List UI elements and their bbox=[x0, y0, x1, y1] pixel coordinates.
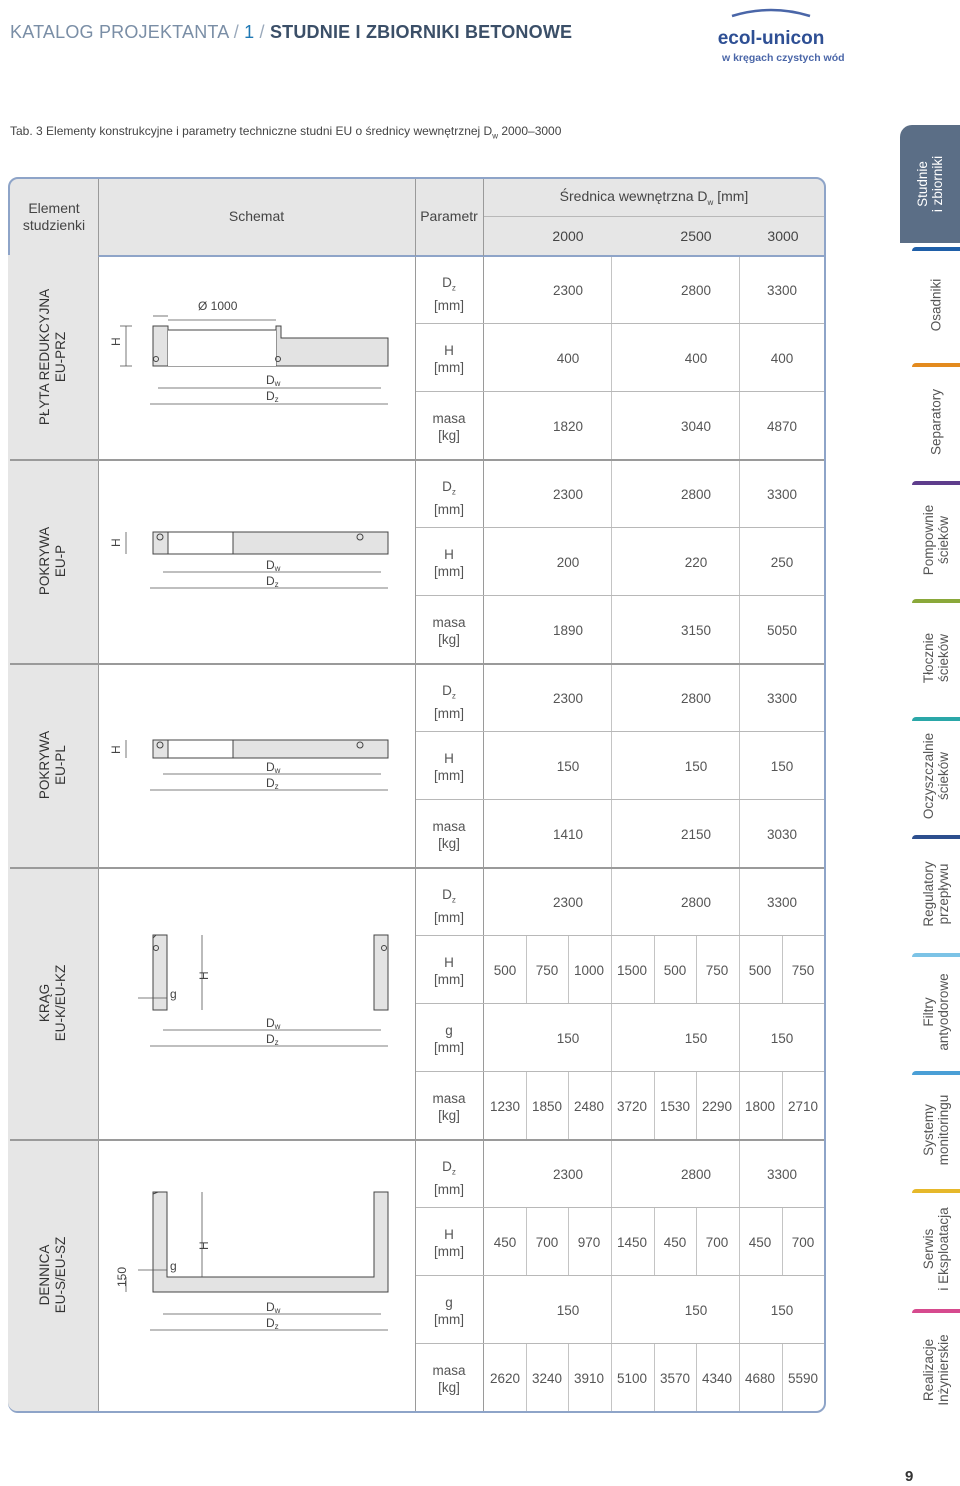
schema-k-dz: Dz bbox=[266, 1032, 279, 1047]
header-sep1: / bbox=[233, 22, 239, 42]
tab-studnie[interactable] bbox=[900, 125, 960, 243]
element-prz-name: PŁYTA REDUKCYJNA bbox=[37, 288, 52, 426]
value-cell: 3040 bbox=[680, 419, 712, 434]
value-cell: 150 bbox=[770, 759, 794, 774]
element-p bbox=[37, 527, 69, 595]
param-unit: [mm] bbox=[434, 1040, 464, 1055]
value-cell: 2480 bbox=[573, 1099, 605, 1114]
tab-label: Realizacje bbox=[921, 1338, 936, 1401]
value-cell: 2300 bbox=[552, 487, 584, 502]
schema-prz bbox=[98, 258, 415, 458]
value-cell: 1890 bbox=[552, 623, 584, 638]
value-cell: 750 bbox=[705, 963, 729, 978]
header-d3000: 3000 bbox=[767, 228, 799, 244]
tab-label-2: i Eksploatacja bbox=[936, 1207, 951, 1291]
value-cell: 150 bbox=[684, 1303, 708, 1318]
value-cell: 250 bbox=[770, 555, 794, 570]
schema-dz-sub: z bbox=[274, 782, 279, 791]
value-cell: 150 bbox=[556, 1303, 580, 1318]
header-element bbox=[10, 200, 98, 234]
param-dz-main: D bbox=[442, 479, 452, 494]
param-dz bbox=[415, 478, 483, 518]
param-unit: [kg] bbox=[438, 1380, 460, 1395]
tab-oczyszczalnie[interactable] bbox=[912, 717, 960, 835]
param-unit: [kg] bbox=[438, 1108, 460, 1123]
header-sep2: / bbox=[259, 22, 265, 42]
value-cell: 2300 bbox=[552, 1167, 584, 1182]
tab-label-2: ścieków bbox=[936, 634, 951, 683]
param-unit: [mm] bbox=[434, 297, 464, 313]
param-unit: [mm] bbox=[434, 360, 464, 375]
element-p-code: EU-P bbox=[53, 544, 68, 578]
value-cell: 3030 bbox=[766, 827, 798, 842]
tab-label: Tłocznie bbox=[921, 632, 936, 684]
page-number: 9 bbox=[905, 1468, 914, 1485]
value-cell: 3910 bbox=[573, 1371, 605, 1386]
value-cell: 1450 bbox=[616, 1235, 648, 1250]
schema-k bbox=[98, 870, 415, 1138]
param-masa bbox=[415, 1090, 483, 1124]
param-masa bbox=[415, 818, 483, 852]
param-masa-label: masa bbox=[432, 615, 466, 630]
value-cell: 450 bbox=[493, 1235, 517, 1250]
param-unit: [mm] bbox=[434, 705, 464, 721]
schema-dw-sub: w bbox=[274, 766, 281, 775]
param-g bbox=[415, 1294, 483, 1328]
schema-dw-sub: w bbox=[274, 379, 281, 388]
element-pl bbox=[37, 731, 69, 799]
param-dz-main: D bbox=[442, 1159, 452, 1174]
catalog-header bbox=[10, 22, 572, 43]
tab-label: Pompownie bbox=[921, 504, 936, 576]
value-cell: 400 bbox=[556, 351, 580, 366]
value-cell: 2300 bbox=[552, 691, 584, 706]
header-d2500: 2500 bbox=[680, 228, 712, 244]
param-unit: [kg] bbox=[438, 836, 460, 851]
schema-pl bbox=[98, 666, 415, 866]
value-cell: 500 bbox=[663, 963, 687, 978]
value-cell: 150 bbox=[556, 759, 580, 774]
tab-realizacje[interactable] bbox=[912, 1309, 960, 1430]
value-cell: 1500 bbox=[616, 963, 648, 978]
schema-s-dz: Dz bbox=[266, 1316, 279, 1331]
element-pl-name: POKRYWA bbox=[37, 730, 52, 800]
schema-prz-phi: Ø 1000 bbox=[198, 299, 238, 313]
schema-dz-sub: z bbox=[274, 395, 279, 404]
value-cell: 750 bbox=[535, 963, 559, 978]
param-masa bbox=[415, 614, 483, 648]
logo-tagline: w kręgach czystych wód bbox=[722, 52, 845, 64]
tab-label: Studnie bbox=[915, 161, 930, 207]
tab-label-2: przepływu bbox=[936, 863, 951, 925]
schema-dw-sub: w bbox=[274, 1306, 281, 1315]
table-caption bbox=[10, 124, 561, 140]
value-cell: 4870 bbox=[766, 419, 798, 434]
schema-prz-h: H bbox=[109, 337, 123, 346]
caption-sub: w bbox=[492, 131, 498, 141]
tab-tlocznie[interactable] bbox=[912, 599, 960, 717]
value-cell: 2800 bbox=[680, 895, 712, 910]
value-cell: 150 bbox=[684, 1031, 708, 1046]
value-cell: 1410 bbox=[552, 827, 584, 842]
value-cell: 4680 bbox=[744, 1371, 776, 1386]
schema-k-h: H bbox=[197, 971, 211, 980]
section-tabs bbox=[897, 125, 960, 1430]
value-cell: 700 bbox=[705, 1235, 729, 1250]
value-cell: 2800 bbox=[680, 691, 712, 706]
param-dz bbox=[415, 886, 483, 926]
schema-k-g: g bbox=[170, 987, 177, 1001]
tab-label-2: ścieków bbox=[936, 515, 951, 565]
param-masa-label: masa bbox=[432, 819, 466, 834]
value-cell: 3300 bbox=[766, 895, 798, 910]
param-unit: [kg] bbox=[438, 428, 460, 443]
caption-prefix: Tab. 3 Elementy konstrukcyjne i parametry techniczne studni EU o średnicy wewnętrznej D bbox=[10, 124, 493, 138]
value-cell: 2800 bbox=[680, 283, 712, 298]
param-h-label: H bbox=[444, 343, 454, 358]
value-cell: 1850 bbox=[531, 1099, 563, 1114]
param-unit: [mm] bbox=[434, 768, 464, 783]
value-cell: 1000 bbox=[573, 963, 605, 978]
header-d2000: 2000 bbox=[552, 228, 584, 244]
tab-label: Serwis bbox=[921, 1228, 936, 1270]
value-cell: 2300 bbox=[552, 283, 584, 298]
tab-serwis[interactable] bbox=[912, 1189, 960, 1309]
tab-label: Systemy bbox=[921, 1104, 936, 1156]
value-cell: 5100 bbox=[616, 1371, 648, 1386]
tab-label-2: i zbiorniki bbox=[930, 155, 945, 213]
schema-s bbox=[98, 1142, 415, 1410]
param-h-label: H bbox=[444, 547, 454, 562]
header-parametr: Parametr bbox=[420, 208, 478, 224]
schema-s-dw: Dw bbox=[266, 1300, 281, 1315]
value-cell: 3300 bbox=[766, 1167, 798, 1182]
value-cell: 220 bbox=[684, 555, 708, 570]
value-cell: 3300 bbox=[766, 487, 798, 502]
value-cell: 3240 bbox=[531, 1371, 563, 1386]
element-prz bbox=[37, 289, 69, 425]
value-cell: 500 bbox=[748, 963, 772, 978]
value-cell: 700 bbox=[791, 1235, 815, 1250]
tab-pompownie[interactable] bbox=[912, 481, 960, 599]
value-cell: 2710 bbox=[787, 1099, 819, 1114]
value-cell: 2290 bbox=[701, 1099, 733, 1114]
tab-separatory[interactable] bbox=[912, 363, 960, 481]
header-part1: KATALOG PROJEKTANTA bbox=[10, 22, 229, 42]
param-unit: [mm] bbox=[434, 564, 464, 579]
param-g-label: g bbox=[445, 1023, 453, 1038]
tab-regulatory[interactable] bbox=[912, 835, 960, 953]
param-dz bbox=[415, 274, 483, 314]
param-unit: [mm] bbox=[434, 1181, 464, 1197]
value-cell: 150 bbox=[770, 1031, 794, 1046]
param-dz-main: D bbox=[442, 275, 452, 290]
element-s-code: EU-S/EU-SZ bbox=[53, 1236, 68, 1314]
value-cell: 1800 bbox=[744, 1099, 776, 1114]
tab-label-2: antyodorowe bbox=[936, 973, 951, 1051]
value-cell: 3720 bbox=[616, 1099, 648, 1114]
header-diameter-suffix: [mm] bbox=[713, 188, 749, 204]
header-diameter bbox=[484, 188, 824, 211]
value-cell: 5050 bbox=[766, 623, 798, 638]
caption-suffix: 2000–3000 bbox=[498, 124, 562, 138]
value-cell: 2150 bbox=[680, 827, 712, 842]
param-masa-label: masa bbox=[432, 1091, 466, 1106]
value-cell: 150 bbox=[556, 1031, 580, 1046]
header-diameter-prefix: Średnica wewnętrzna D bbox=[559, 188, 708, 204]
element-p-name: POKRYWA bbox=[37, 526, 52, 596]
param-unit: [mm] bbox=[434, 972, 464, 987]
value-cell: 700 bbox=[535, 1235, 559, 1250]
schema-dw-sub: w bbox=[274, 564, 281, 573]
param-dz-sub: z bbox=[451, 895, 456, 905]
param-unit: [mm] bbox=[434, 909, 464, 925]
param-unit: [kg] bbox=[438, 632, 460, 647]
tab-label: Oczyszczalnie bbox=[921, 732, 936, 820]
tab-label-2: ścieków bbox=[936, 752, 951, 801]
value-cell: 3300 bbox=[766, 283, 798, 298]
param-dz-sub: z bbox=[451, 283, 456, 293]
element-s-name: DENNICA bbox=[37, 1244, 52, 1306]
param-h bbox=[415, 954, 483, 988]
schema-s-g: g bbox=[170, 1259, 177, 1273]
param-masa bbox=[415, 410, 483, 444]
param-g bbox=[415, 1022, 483, 1056]
value-cell: 150 bbox=[770, 1303, 794, 1318]
param-unit: [mm] bbox=[434, 1312, 464, 1327]
tab-osadniki[interactable] bbox=[912, 247, 960, 363]
param-h bbox=[415, 342, 483, 376]
param-dz-main: D bbox=[442, 887, 452, 902]
value-cell: 450 bbox=[748, 1235, 772, 1250]
value-cell: 1530 bbox=[659, 1099, 691, 1114]
schema-pl-dz: Dz bbox=[266, 776, 279, 791]
value-cell: 970 bbox=[577, 1235, 601, 1250]
param-dz-sub: z bbox=[451, 691, 456, 701]
logo-text: ecol-unicon bbox=[717, 28, 825, 49]
param-h-label: H bbox=[444, 955, 454, 970]
header-element-line2: studzienki bbox=[22, 217, 86, 233]
param-g-label: g bbox=[445, 1295, 453, 1310]
value-cell: 5590 bbox=[787, 1371, 819, 1386]
value-cell: 500 bbox=[493, 963, 517, 978]
value-cell: 450 bbox=[663, 1235, 687, 1250]
header-element-line1: Element bbox=[28, 200, 80, 216]
tab-label: Separatory bbox=[928, 388, 944, 456]
header-num: 1 bbox=[244, 22, 255, 42]
param-masa-label: masa bbox=[432, 411, 466, 426]
schema-dz-sub: z bbox=[274, 1038, 279, 1047]
tab-filtry[interactable] bbox=[912, 953, 960, 1071]
param-dz bbox=[415, 682, 483, 722]
value-cell: 200 bbox=[556, 555, 580, 570]
tab-label: Filtry bbox=[921, 997, 936, 1027]
schema-k-dw: Dw bbox=[266, 1016, 281, 1031]
param-dz bbox=[415, 1158, 483, 1198]
tab-label-2: monitoringu bbox=[936, 1094, 951, 1166]
schema-pl-h: H bbox=[109, 745, 123, 754]
param-masa bbox=[415, 1362, 483, 1396]
element-pl-code: EU-PL bbox=[53, 745, 68, 785]
param-unit: [mm] bbox=[434, 501, 464, 517]
value-cell: 400 bbox=[684, 351, 708, 366]
element-prz-code: EU-PRZ bbox=[53, 331, 68, 383]
schema-dz-sub: z bbox=[274, 580, 279, 589]
param-h-label: H bbox=[444, 1227, 454, 1242]
param-dz-sub: z bbox=[451, 487, 456, 497]
value-cell: 3300 bbox=[766, 691, 798, 706]
value-cell: 1230 bbox=[489, 1099, 521, 1114]
schema-pl-dw: Dw bbox=[266, 760, 281, 775]
element-k-name: KRĄG bbox=[37, 983, 52, 1023]
value-cell: 2620 bbox=[489, 1371, 521, 1386]
value-cell: 2300 bbox=[552, 895, 584, 910]
param-h bbox=[415, 750, 483, 784]
schema-prz-dz: Dz bbox=[266, 389, 279, 404]
value-cell: 2800 bbox=[680, 1167, 712, 1182]
param-unit: [mm] bbox=[434, 1244, 464, 1259]
value-cell: 2800 bbox=[680, 487, 712, 502]
tab-label: Regulatory bbox=[921, 861, 936, 927]
param-h bbox=[415, 546, 483, 580]
schema-p-dw: Dw bbox=[266, 558, 281, 573]
schema-s-150: 150 bbox=[115, 1266, 129, 1287]
header-part2: STUDNIE I ZBIORNIKI BETONOWE bbox=[269, 22, 573, 42]
value-cell: 750 bbox=[791, 963, 815, 978]
value-cell: 400 bbox=[770, 351, 794, 366]
schema-s-h: H bbox=[197, 1241, 211, 1250]
param-dz-sub: z bbox=[451, 1167, 456, 1177]
param-h-label: H bbox=[444, 751, 454, 766]
value-cell: 4340 bbox=[701, 1371, 733, 1386]
value-cell: 1820 bbox=[552, 419, 584, 434]
schema-dz-sub: z bbox=[274, 1322, 279, 1331]
tab-label: Osadniki bbox=[928, 278, 944, 332]
schema-dw-sub: w bbox=[274, 1022, 281, 1031]
value-cell: 150 bbox=[684, 759, 708, 774]
schema-p-h: H bbox=[109, 538, 123, 547]
element-s bbox=[37, 1237, 69, 1314]
header-diameter-sub: w bbox=[707, 197, 714, 207]
element-k bbox=[37, 965, 69, 1042]
tab-systemy[interactable] bbox=[912, 1071, 960, 1189]
header-schemat: Schemat bbox=[228, 208, 285, 224]
schema-p bbox=[98, 462, 415, 662]
param-h bbox=[415, 1226, 483, 1260]
value-cell: 3570 bbox=[659, 1371, 691, 1386]
param-dz-main: D bbox=[442, 683, 452, 698]
tab-label-2: Inżynierskie bbox=[936, 1333, 951, 1406]
element-k-code: EU-K/EU-KZ bbox=[53, 964, 68, 1042]
schema-prz-dw: Dw bbox=[266, 373, 281, 388]
param-masa-label: masa bbox=[432, 1363, 466, 1378]
schema-p-dz: Dz bbox=[266, 574, 279, 589]
value-cell: 3150 bbox=[680, 623, 712, 638]
